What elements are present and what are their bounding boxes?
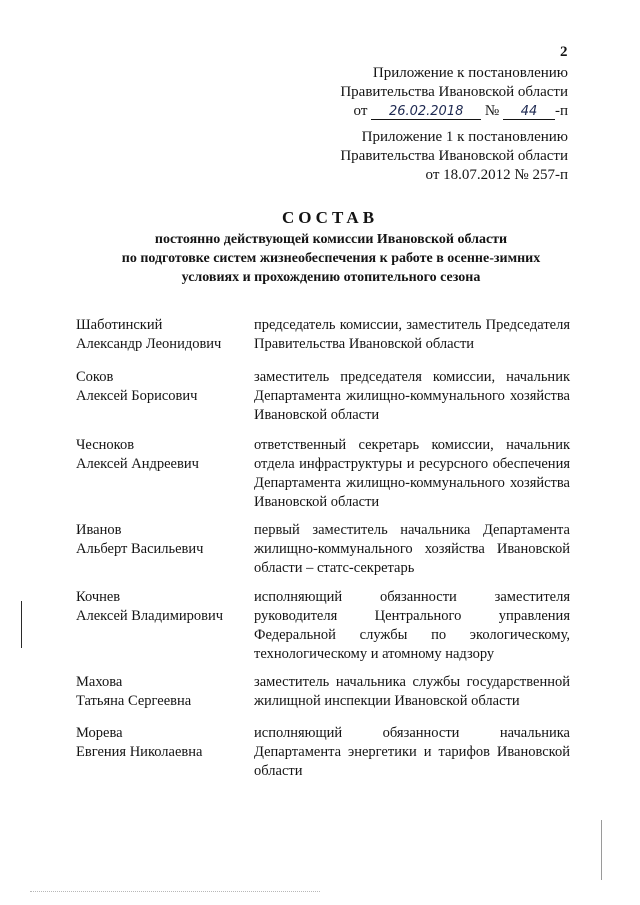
member-role: ответственный секретарь комиссии, начальник отдела инфраструктуры и ресурсного обеспечения Департамента жилищно-коммунального хозяйства Ивановской области — [254, 437, 570, 510]
subtitle-line3: условиях и прохождению отопительного сезона — [181, 270, 481, 285]
appendix-original-line2: Правительства Ивановской области — [340, 148, 568, 164]
member-given-name: Евгения Николаевна — [76, 744, 203, 760]
margin-mark — [21, 601, 22, 648]
member-name — [76, 521, 251, 559]
member-role: исполняющий обязанности начальника Департамента энергетики и тарифов Ивановской области — [254, 725, 570, 779]
member-surname: Соков — [76, 369, 114, 385]
member-given-name: Алексей Борисович — [76, 388, 198, 404]
member-given-name: Татьяна Сергеевна — [76, 693, 192, 709]
number-field: 44 — [503, 104, 555, 120]
member-surname: Шаботинский — [76, 317, 163, 333]
member-surname: Махова — [76, 674, 123, 690]
member-role: исполняющий обязанности заместителя руководителя Центрального управления Федеральной службы по экологическому, технологическому и атомному надзору — [254, 589, 570, 662]
member-name — [76, 724, 251, 762]
member-name — [76, 436, 251, 474]
scan-edge-noise — [30, 891, 320, 892]
member-given-name: Алексей Андреевич — [76, 456, 199, 472]
member-name — [76, 673, 251, 711]
document-title: СОСТАВ — [281, 208, 379, 227]
page-number: 2 — [560, 44, 568, 60]
member-role: заместитель начальника службы государственной жилищной инспекции Ивановской области — [254, 674, 570, 709]
member-surname: Чесноков — [76, 437, 135, 453]
margin-mark — [601, 820, 602, 880]
appendix-original-line3: от 18.07.2012 № 257-п — [425, 167, 568, 183]
appendix-current-header — [340, 64, 568, 121]
member-name — [76, 588, 251, 626]
number-suffix: -п — [554, 103, 568, 119]
appendix-current-line2: Правительства Ивановской области — [340, 84, 568, 100]
member-given-name: Александр Леонидович — [76, 336, 222, 352]
appendix-current-line3 — [340, 102, 568, 121]
subtitle-line1: постоянно действующей комиссии Ивановской области — [154, 232, 508, 247]
member-given-name: Алексей Владимирович — [76, 608, 224, 624]
member-role: председатель комиссии, заместитель Председателя Правительства Ивановской области — [254, 317, 570, 352]
member-role: первый заместитель начальника Департамента жилищно-коммунального хозяйства Ивановской области – статс-секретарь — [254, 522, 570, 576]
date-field: 26.02.2018 — [371, 104, 481, 120]
member-role: заместитель председателя комиссии, начальник Департамента жилищно-коммунального хозяйства Ивановской области — [254, 369, 570, 423]
member-surname: Кочнев — [76, 589, 121, 605]
number-label: № — [484, 103, 500, 119]
appendix-current-line1: Приложение к постановлению — [372, 65, 568, 81]
from-label: от — [353, 103, 368, 119]
member-surname: Морева — [76, 725, 123, 741]
member-surname: Иванов — [76, 522, 122, 538]
appendix-original-line1: Приложение 1 к постановлению — [361, 129, 568, 145]
appendix-original-header — [340, 128, 568, 185]
document-subtitle — [104, 230, 558, 287]
member-name — [76, 368, 251, 406]
member-name — [76, 316, 251, 354]
member-given-name: Альберт Васильевич — [76, 541, 204, 557]
subtitle-line2: по подготовке систем жизнеобеспечения к работе в осенне-зимних — [121, 251, 541, 266]
